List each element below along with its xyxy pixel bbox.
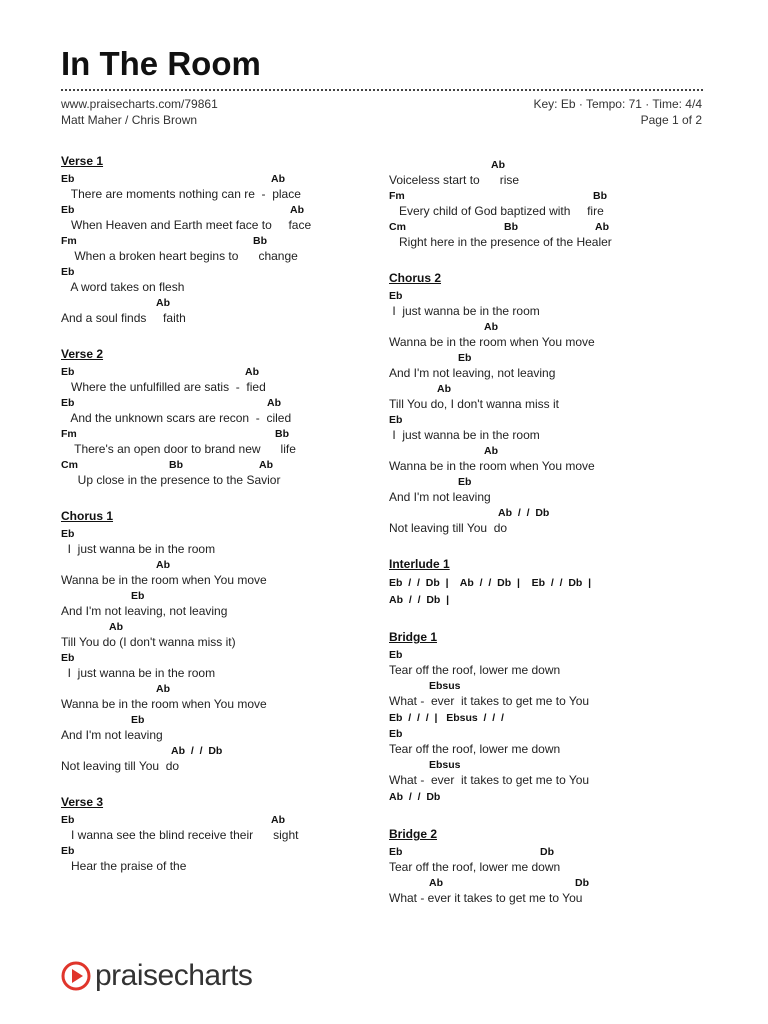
chord-symbol: Eb [61,814,75,826]
lyric-text: And I'm not leaving [61,728,163,742]
song-authors: Matt Maher / Chris Brown [61,113,198,127]
lyric-text: Till You do (I don't wanna miss it) [61,635,236,649]
section-title: Bridge 1 [389,630,438,644]
chord-symbol: Bb [275,428,289,440]
chord-row [61,396,381,410]
lyric-text: I just wanna be in the room [61,542,216,556]
chord-progression: Eb / / / | Ebsus / / / [389,712,504,724]
chord-symbol: Fm [389,190,405,202]
chord-row [389,382,709,396]
lyric-line [61,365,381,395]
chord-symbol: Bb [593,190,607,202]
section-title: Bridge 2 [389,827,438,841]
chord-symbol: Ebsus [429,759,461,771]
lyric-text: Wanna be in the room when You move [389,335,595,349]
chord-row [389,220,709,234]
song-section [389,827,709,906]
chord-symbol: Fm [61,235,77,247]
lyric-text: What - ever it takes to get me to You [389,694,590,708]
lyric-text: And I'm not leaving [389,490,491,504]
song-section [389,557,709,609]
chord-symbol: Eb [131,714,145,726]
chord-row [61,265,381,279]
lyric-line [61,558,381,588]
lyric-line [61,527,381,557]
chord-symbol: Eb [389,846,403,858]
chord-row [61,813,381,827]
chord-row [61,203,381,217]
chord-symbol: Ab [267,397,281,409]
chord-symbol: Ebsus [429,680,461,692]
song-section [61,509,381,774]
chord-symbol: Cm [389,221,406,233]
chord-symbol: Bb [169,459,183,471]
chord-symbol: Eb [61,652,75,664]
lyric-text: I just wanna be in the room [389,304,540,318]
chord-row [389,506,709,520]
chord-symbol: Ab [491,159,505,171]
chord-symbol: Ab [484,445,498,457]
lyric-text: Hear the praise of the [61,859,187,873]
chord-row [61,172,381,186]
chord-row [61,427,381,441]
lyric-text: When a broken heart begins to change [61,249,298,263]
lyric-text: Tear off the roof, lower me down [389,742,561,756]
lyric-line [389,189,709,219]
chord-row [389,758,709,772]
chord-row [61,682,381,696]
chord-symbol: Eb [389,649,403,661]
lyric-line [389,475,709,505]
lyric-text: Wanna be in the room when You move [61,697,267,711]
section-title: Verse 2 [61,347,104,361]
right-column [389,158,709,927]
lyric-line [61,172,381,202]
page-title: In The Room [61,45,261,82]
lyric-line [389,220,709,250]
lyric-line [389,506,709,536]
lyric-line [61,589,381,619]
lyric-line [61,427,381,457]
lyric-text: And the unknown scars are recon - ciled [61,411,292,425]
chord-symbol: Eb [389,728,403,740]
chord-row [389,351,709,365]
lyric-line [389,648,709,678]
lyric-line [389,876,709,906]
song-section [389,630,709,806]
song-section [61,795,381,874]
chord-symbol: Ab / / Db [171,745,223,757]
lyric-text: Not leaving till You do [389,521,508,535]
section-title: Verse 1 [61,154,104,168]
lyric-line [61,396,381,426]
chord-symbol: Eb [61,173,75,185]
lyric-text: Till You do, I don't wanna miss it [389,397,559,411]
chord-symbol: Cm [61,459,78,471]
header-divider [61,89,703,91]
chord-symbol: Db [540,846,554,858]
song-key-tempo-time: Key: Eb · Tempo: 71 · Time: 4/4 [533,97,702,111]
chord-symbol: Eb [458,476,472,488]
chord-symbol: Eb [61,845,75,857]
chord-symbol: Eb [61,366,75,378]
lyric-text: And I'm not leaving, not leaving [389,366,556,380]
chord-symbol: Eb [389,414,403,426]
chord-row [389,876,709,890]
chord-row [61,713,381,727]
chord-row [389,845,709,859]
chord-symbol: Ab [259,459,273,471]
chord-symbol: Ab [156,559,170,571]
lyric-line [61,813,381,843]
chord-row [389,320,709,334]
chord-symbol: Fm [61,428,77,440]
lyric-text: And a soul finds faith [61,311,186,325]
chord-symbol: Ab [109,621,123,633]
chord-progression: Ab / / Db [389,791,441,803]
lyric-line [61,458,381,488]
song-section [389,158,709,250]
chord-symbol: Eb [61,397,75,409]
chord-symbol: Ab [429,877,443,889]
lyric-text: Up close in the presence to the Savior [61,473,281,487]
lyric-line [61,844,381,874]
chord-row [61,558,381,572]
chord-row [389,679,709,693]
lyric-text: Wanna be in the room when You move [389,459,595,473]
chord-symbol: Eb [458,352,472,364]
lyric-text: I just wanna be in the room [61,666,216,680]
chord-symbol: Eb [61,204,75,216]
logo-wordmark: praisecharts [95,959,253,992]
page-number: Page 1 of 2 [640,113,702,127]
lyric-text: There are moments nothing can re - place [61,187,301,201]
lyric-text: Voiceless start to rise [389,173,520,187]
chord-row [61,651,381,665]
chord-row [389,648,709,662]
lyric-line [61,234,381,264]
lyric-line [389,727,709,757]
lyric-text: There's an open door to brand new life [61,442,296,456]
chord-symbol: Ab [245,366,259,378]
lyric-line [61,296,381,326]
chord-progression: Eb / / Db | Ab / / Db | Eb / / Db | [389,577,592,589]
chord-symbol: Eb [131,590,145,602]
chord-row [61,234,381,248]
lyric-text: I wanna see the blind receive their sight [61,828,299,842]
lyric-line [389,158,709,188]
play-circle-icon [61,961,91,991]
lyric-text: Wanna be in the room when You move [61,573,267,587]
lyric-text: What - ever it takes to get me to You [389,891,583,905]
lyric-line [389,845,709,875]
chord-row [61,458,381,472]
lyric-text: Every child of God baptized with fire [389,204,604,218]
lyric-line [389,758,709,788]
song-url: www.praisecharts.com/79861 [61,97,218,111]
section-title: Interlude 1 [389,557,450,571]
praisecharts-logo [61,958,252,994]
chord-symbol: Ab / / Db [498,507,550,519]
chord-symbol: Ab [484,321,498,333]
chord-symbol: Eb [61,528,75,540]
chord-row [389,727,709,741]
chord-row [61,620,381,634]
chord-symbol: Db [575,877,589,889]
song-section [389,271,709,536]
chord-row [61,844,381,858]
chord-symbol: Ab [271,173,285,185]
lyric-text: I just wanna be in the room [389,428,540,442]
chord-symbol: Eb [61,266,75,278]
lyric-line [389,320,709,350]
lyric-text: Right here in the presence of the Healer [389,235,612,249]
lyric-line [389,289,709,319]
section-title: Verse 3 [61,795,104,809]
lyric-text: Where the unfulfilled are satis - fied [61,380,266,394]
chord-symbol: Ab [156,297,170,309]
lyric-line [61,713,381,743]
lyric-line [389,444,709,474]
section-title: Chorus 2 [389,271,442,285]
lyric-text: A word takes on flesh [61,280,185,294]
lyric-text: Not leaving till You do [61,759,180,773]
chord-row [389,158,709,172]
lyric-line [389,679,709,709]
song-section [61,347,381,488]
chord-row [61,744,381,758]
chord-symbol: Ab [595,221,609,233]
chord-row [389,444,709,458]
section-title: Chorus 1 [61,509,114,523]
lyric-line [389,351,709,381]
lyric-line [61,651,381,681]
left-column [61,154,381,895]
song-section [61,154,381,326]
chord-row [389,289,709,303]
chord-symbol: Bb [504,221,518,233]
lyric-line [61,682,381,712]
lyric-line [389,413,709,443]
chord-symbol: Eb [389,290,403,302]
chord-symbol: Ab [156,683,170,695]
chord-row [61,527,381,541]
chord-progression: Ab / / Db | [389,594,450,606]
lyric-text: What - ever it takes to get me to You [389,773,590,787]
chord-row [389,413,709,427]
chord-symbol: Ab [290,204,304,216]
lyric-text: Tear off the roof, lower me down [389,663,561,677]
chord-row [389,189,709,203]
lyric-line [61,620,381,650]
chord-symbol: Bb [253,235,267,247]
chord-row [61,589,381,603]
lyric-text: When Heaven and Earth meet face to face [61,218,312,232]
lyric-line [61,203,381,233]
chord-symbol: Ab [271,814,285,826]
lyric-line [61,744,381,774]
lyric-text: And I'm not leaving, not leaving [61,604,228,618]
lyric-line [389,382,709,412]
chord-row [61,296,381,310]
chord-symbol: Ab [437,383,451,395]
chord-row [61,365,381,379]
lyric-text: Tear off the roof, lower me down [389,860,561,874]
lyric-line [61,265,381,295]
chord-row [389,475,709,489]
